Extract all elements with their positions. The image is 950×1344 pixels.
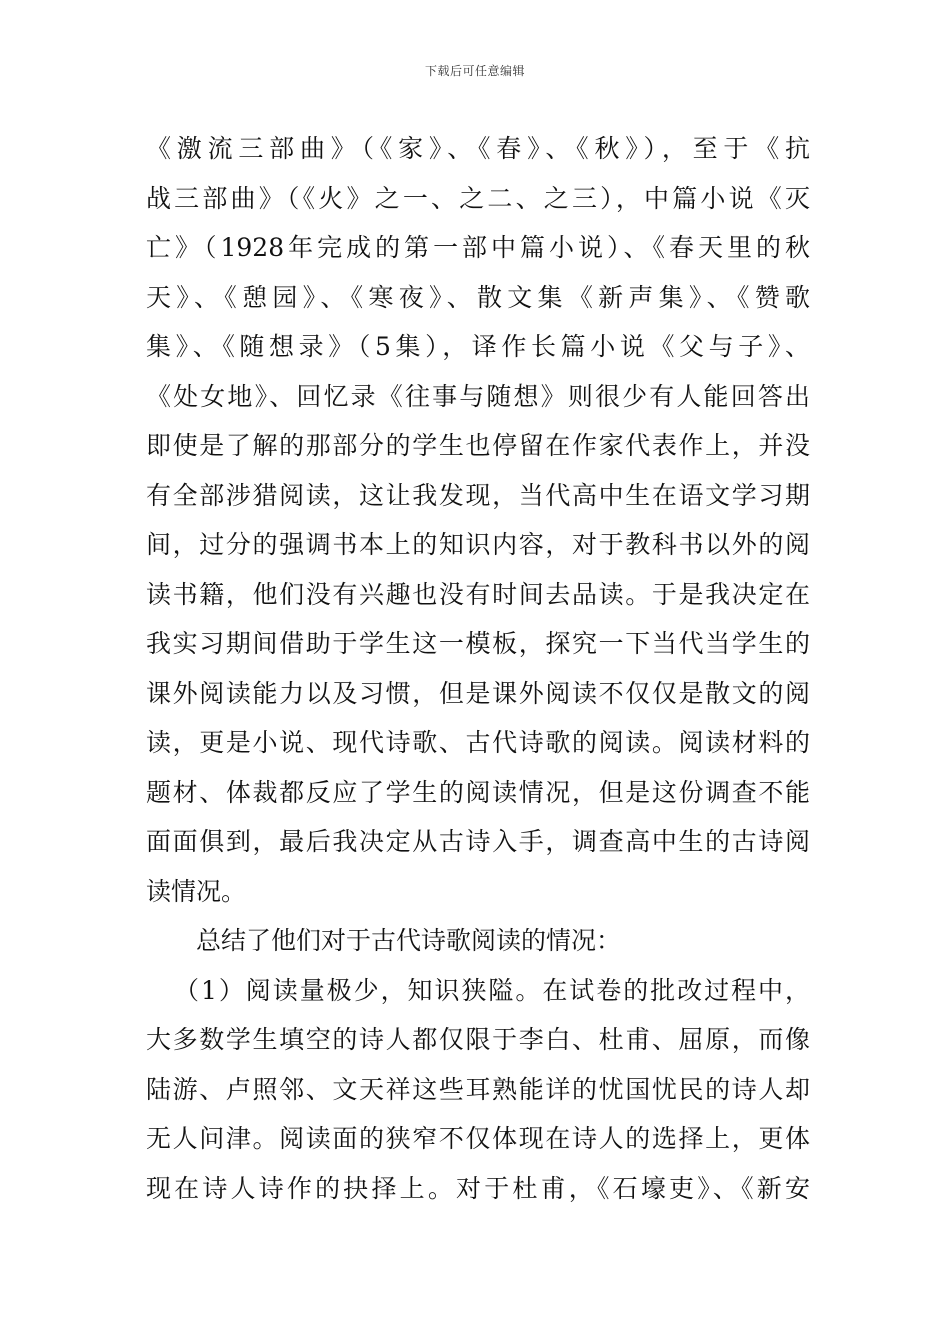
paragraph-line: 读情况。 [146, 876, 247, 906]
paragraph-line: 读书籍，他们没有兴趣也没有时间去品读。于是我决定在 [146, 579, 810, 609]
paragraph-line: 陆游、卢照邻、文天祥这些耳熟能详的忧国忧民的诗人却 [146, 1074, 810, 1104]
paragraph-line: 战三部曲》（《火》之一、之二、之三），中篇小说《灭 [146, 183, 810, 213]
paragraph-line: 即使是了解的那部分的学生也停留在作家代表作上，并没 [146, 431, 810, 460]
paragraph-line: 面面俱到，最后我决定从古诗入手，调查高中生的古诗阅 [146, 827, 810, 856]
paragraph-line: 集》、《随想录》（5集），译作长篇小说《父与子》、 [146, 332, 810, 361]
page-header-note: 下载后可任意编辑 [424, 64, 525, 78]
document-body [146, 124, 810, 1213]
paragraph-line: 现在诗人诗作的抉择上。对于杜甫，《石壕吏》、《新安 [146, 1173, 810, 1203]
paragraph-line: 课外阅读能力以及习惯，但是课外阅读不仅仅是散文的阅 [146, 678, 810, 708]
paragraph-line: 题材、体裁都反应了学生的阅读情况，但是这份调查不能 [146, 777, 810, 807]
paragraph-line: 总结了他们对于古代诗歌阅读的情况： [196, 926, 622, 955]
paragraph-line: 亡》（1928年完成的第一部中篇小说）、《春天里的秋 [146, 233, 810, 262]
paragraph-line: 《激流三部曲》（《家》、《春》、《秋》），至于《抗 [146, 134, 810, 163]
paragraph-line: 读，更是小说、现代诗歌、古代诗歌的阅读。阅读材料的 [146, 728, 810, 757]
paragraph-line: 天》、《憩园》、《寒夜》、散文集《新声集》、《赞歌 [146, 282, 810, 312]
paragraph-line: 《处女地》、回忆录《往事与随想》则很少有人能回答出 [146, 381, 810, 411]
paragraph-line: 大多数学生填空的诗人都仅限于李白、杜甫、屈原，而像 [146, 1025, 810, 1054]
paragraph-line: 无人问津。阅读面的狭窄不仅体现在诗人的选择上，更体 [146, 1124, 810, 1153]
paragraph-line: 间，过分的强调书本上的知识内容，对于教科书以外的阅 [146, 530, 810, 559]
paragraph-line: 我实习期间借助于学生这一模板，探究一下当代当学生的 [146, 629, 810, 658]
paragraph-line: 有全部涉猎阅读，这让我发现，当代高中生在语文学习期 [146, 480, 810, 510]
paragraph-line: （1）阅读量极少，知识狭隘。在试卷的批改过程中， [174, 975, 810, 1005]
